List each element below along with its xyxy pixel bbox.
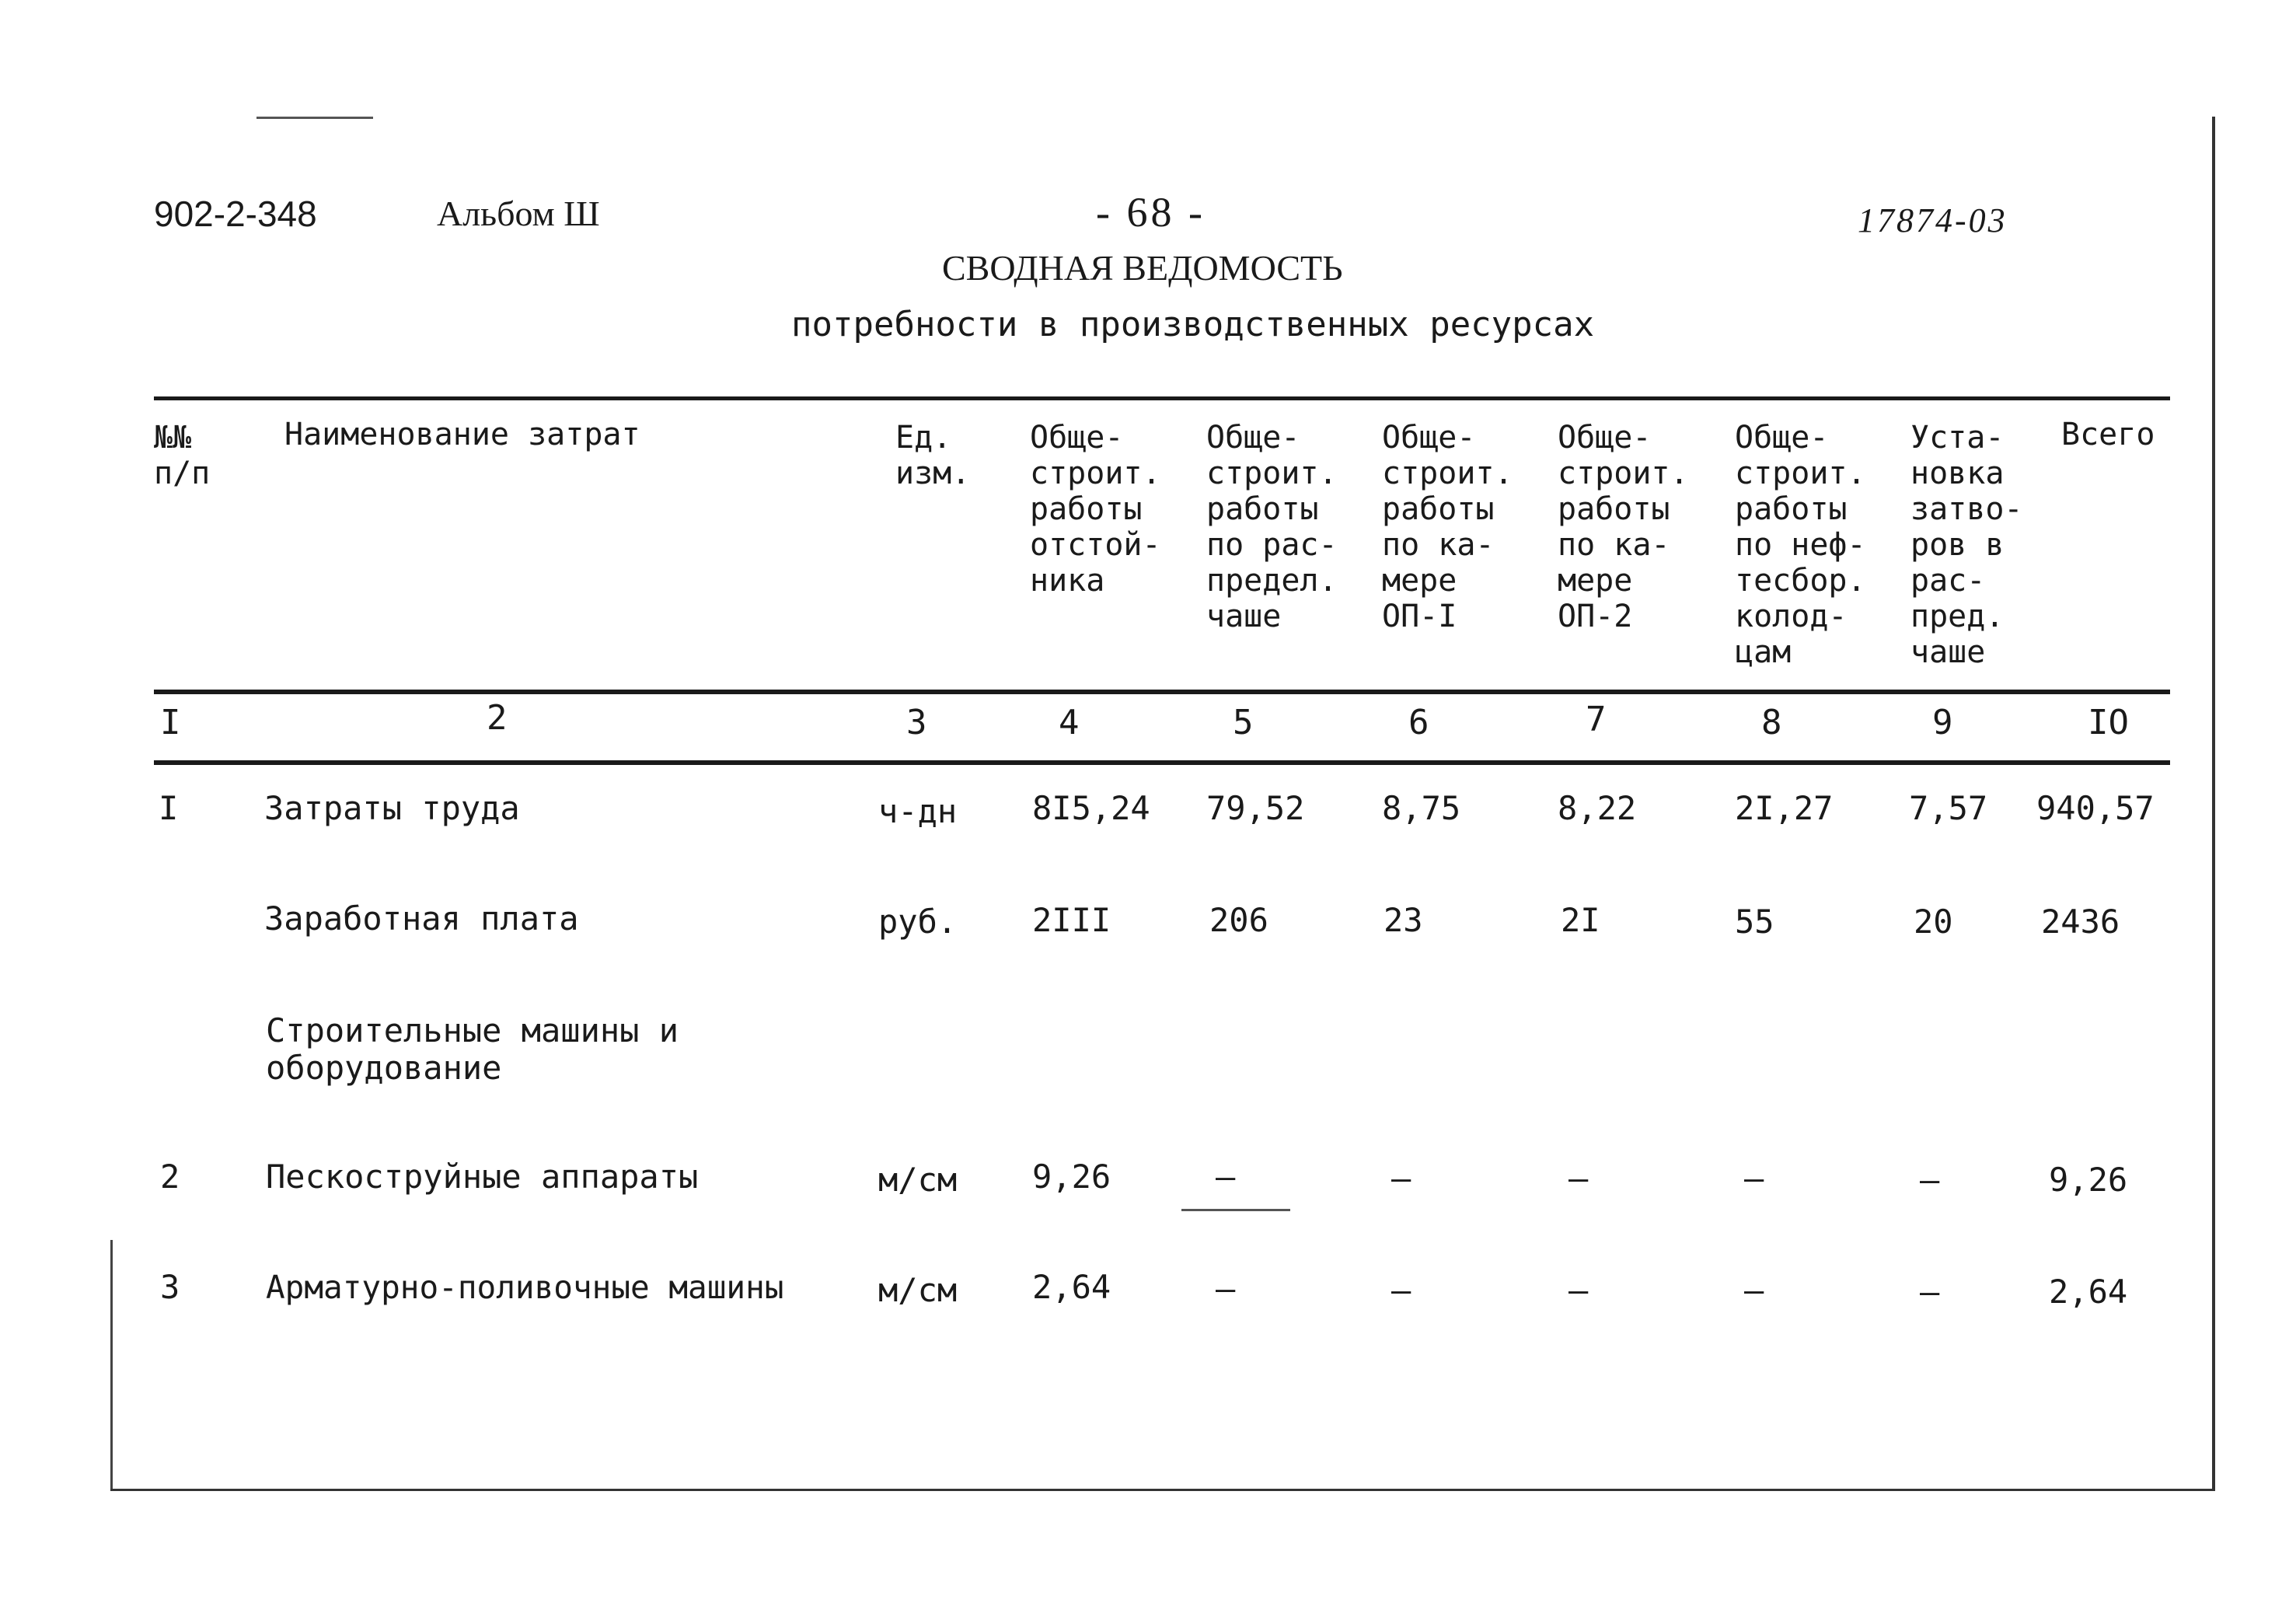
- table-top-rule: [154, 396, 2170, 400]
- column-number: 7: [1586, 700, 1607, 739]
- frame-mark: [256, 117, 373, 119]
- page-frame-right: [2212, 117, 2215, 1491]
- value-chamber-op2: 8,22: [1558, 789, 1637, 827]
- value-distribution-bowl: 79,52: [1206, 789, 1305, 827]
- document-code: 902-2-348: [154, 194, 317, 234]
- value-settler: 8I5,24: [1032, 789, 1150, 827]
- column-number: 2: [487, 698, 508, 738]
- value-distribution-bowl: 206: [1209, 901, 1268, 939]
- value-oil-wells: –: [1744, 1271, 1764, 1309]
- value-chamber-op2: 2I: [1561, 901, 1600, 939]
- page-frame-left: [110, 1240, 113, 1491]
- row-name: Пескоструйные аппараты: [266, 1158, 699, 1196]
- column-header-oil-wells: Обще- строит. работы по неф- тесбор. колод- цам: [1735, 420, 1866, 670]
- page-frame-bottom: [110, 1489, 2215, 1491]
- value-chamber-op1: 8,75: [1382, 789, 1461, 827]
- column-number: IO: [2088, 703, 2129, 742]
- value-distribution-bowl: –: [1216, 1158, 1236, 1196]
- row-unit: м/см: [878, 1271, 958, 1309]
- value-chamber-op2: –: [1568, 1271, 1589, 1309]
- table-header-rule: [154, 690, 2170, 694]
- column-header-settler: Обще- строит. работы отстой- ника: [1030, 420, 1161, 599]
- document-subtitle: потребности в производственных ресурсах: [791, 305, 1595, 344]
- column-header-unit: Ед. изм.: [895, 420, 971, 491]
- column-number: 4: [1059, 703, 1080, 742]
- table-numbers-rule: [154, 760, 2170, 765]
- row-name: Арматурно-поливочные машины: [266, 1269, 784, 1306]
- section-heading: Строительные машины и оборудование: [266, 1011, 679, 1087]
- row-name: Заработная плата: [264, 899, 579, 938]
- row-number: I: [159, 789, 179, 827]
- column-number: 3: [906, 703, 927, 742]
- column-number: 5: [1233, 703, 1254, 742]
- row-unit: руб.: [878, 903, 958, 941]
- column-header-name: Наименование затрат: [284, 417, 640, 452]
- row-number: 2: [160, 1158, 180, 1196]
- value-chamber-op1: –: [1391, 1159, 1411, 1197]
- album-label: Альбом Ш: [437, 194, 600, 233]
- value-total: 2,64: [2049, 1273, 2128, 1311]
- column-header-chamber-op2: Обще- строит. работы по ка- мере ОП-2: [1558, 420, 1689, 634]
- value-gates: –: [1920, 1273, 1940, 1311]
- value-settler: 9,26: [1032, 1158, 1111, 1196]
- column-header-chamber-op1: Обще- строит. работы по ка- мере ОП-I: [1382, 420, 1513, 634]
- value-total: 9,26: [2049, 1161, 2128, 1199]
- sheet-number: 17874-03: [1858, 201, 2008, 239]
- value-settler: 2III: [1032, 901, 1111, 939]
- column-header-gates: Уста- новка затво- ров в рас- пред. чаше: [1910, 420, 2023, 670]
- column-number: I: [160, 703, 181, 742]
- value-chamber-op2: –: [1568, 1159, 1589, 1197]
- page-number: - 68 -: [1096, 189, 1206, 236]
- column-header-number: №№ п/п: [154, 420, 211, 491]
- row-number: 3: [160, 1268, 180, 1306]
- value-gates: 20: [1914, 903, 1953, 941]
- row-unit: ч-дн: [878, 792, 958, 830]
- value-chamber-op1: 23: [1384, 901, 1423, 939]
- value-oil-wells: 2I,27: [1735, 789, 1834, 827]
- value-settler: 2,64: [1032, 1268, 1111, 1306]
- column-number: 8: [1761, 703, 1782, 742]
- row-name: Затраты труда: [264, 789, 520, 827]
- value-oil-wells: 55: [1735, 903, 1774, 941]
- value-distribution-bowl: –: [1216, 1270, 1236, 1308]
- value-total: 940,57: [2036, 789, 2155, 827]
- column-number: 9: [1932, 703, 1953, 742]
- document-title: СВОДНАЯ ВЕДОМОСТЬ: [942, 248, 1343, 288]
- column-number: 6: [1408, 703, 1429, 742]
- row-unit: м/см: [878, 1161, 958, 1199]
- value-gates: –: [1920, 1161, 1940, 1199]
- column-header-distribution-bowl: Обще- строит. работы по рас- предел. чаше: [1206, 420, 1338, 634]
- value-total: 2436: [2041, 903, 2120, 941]
- value-gates: 7,57: [1909, 789, 1988, 827]
- value-oil-wells: –: [1744, 1159, 1764, 1197]
- frame-mark: [1181, 1209, 1290, 1211]
- column-header-total: Всего: [2061, 417, 2155, 452]
- value-chamber-op1: –: [1391, 1271, 1411, 1309]
